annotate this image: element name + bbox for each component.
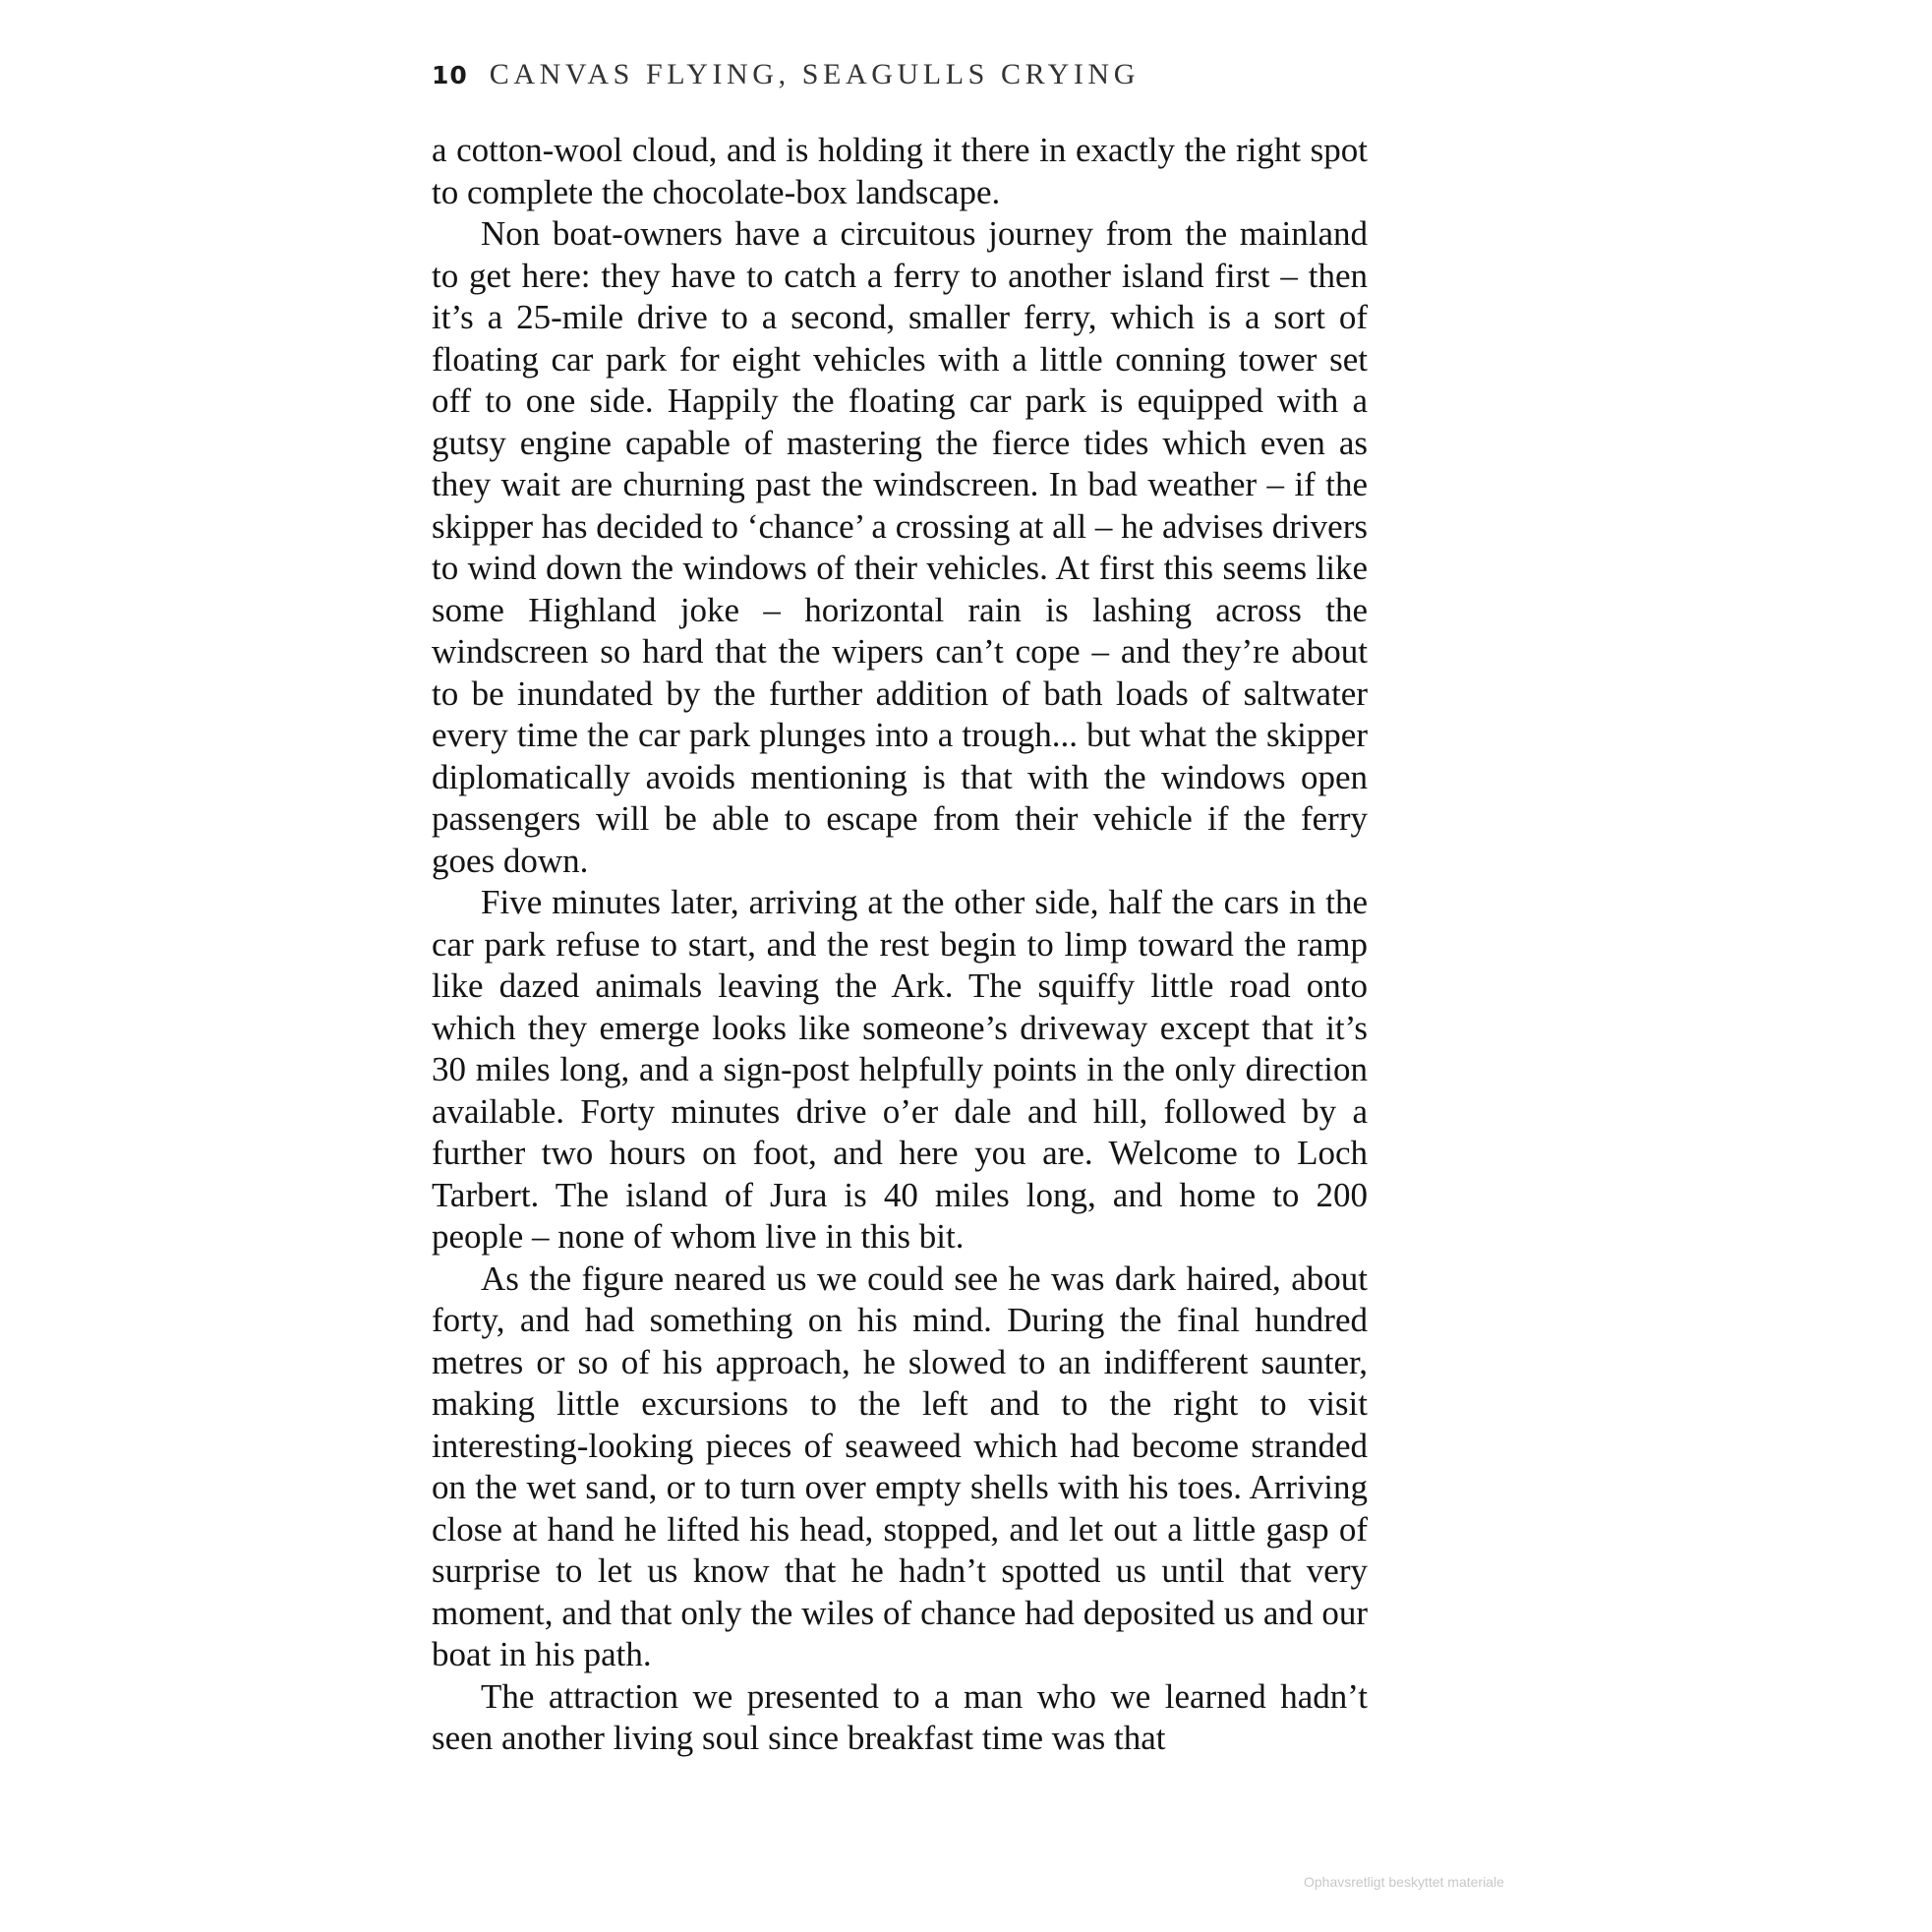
copyright-watermark: Ophavsretligt beskyttet materiale [1304,1874,1504,1890]
paragraph-arrival: Five minutes later, arriving at the other side, half the cars in the car park refuse to start, and the rest begin to limp toward the ramp like dazed animals leaving the Ark. The squiffy little road onto which they emerge looks like someone’s driveway except that it’s 30 miles long, and a sign-post helpfully points in the only direction available. Forty minutes drive o’er dale and hill, followed by a further two hours on foot, and here you are. Welcome to Loch Tarbert. The island of Jura is 40 miles long, and home to 200 people – none of whom live in this bit. [432,883,1368,1256]
page-number: 10 [432,61,468,89]
paragraph-attraction: The attraction we presented to a man who we learned hadn’t seen another living soul since breakfast time was that [432,1676,1368,1757]
body-text [432,130,1368,1760]
paragraph-ferry-journey: Non boat-owners have a circuitous journey from the mainland to get here: they have to catch a ferry to another island first – then it’s a 25-mile drive to a second, smaller ferry, which is a sort of floating car park for eight vehicles with a little conning tower set off to one side. Happily the floating car park is equipped with a gutsy engine capable of mastering the fierce tides which even as they wait are churning past the windscreen. In bad weather – if the skipper has decided to ‘chance’ a crossing at all – he advises drivers to wind down the windows of their vehicles. At first this seems like some Highland joke – horizontal rain is lashing across the windscreen so hard that the wipers can’t cope – and they’re about to be inundated by the further addition of bath loads of saltwater every time the car park plunges into a trough... but what the skipper diplomatically avoids mentioning is that with the windows open passengers will be able to escape from their vehicle if the ferry goes down. [432,214,1368,880]
book-title: CANVAS FLYING, SEAGULLS CRYING [489,58,1140,90]
paragraph-figure-approach: As the figure neared us we could see he was dark haired, about forty, and had something on his mind. During the final hundred metres or so of his approach, he slowed to an indifferent saunter, making little excursions to the left and to the right to visit interesting-looking pieces of seaweed which had become stranded on the wet sand, or to turn over empty shells with his toes. Arriving close at hand he lifted his head, stopped, and let out a little gasp of surprise to let us know that he hadn’t spotted us until that very moment, and that only the wiles of chance had deposited us and our boat in his path. [432,1259,1368,1673]
paragraph-continued: a cotton-wool cloud, and is holding it there in exactly the right spot to complete the chocolate-box landscape. [432,131,1368,211]
running-head [432,55,1140,94]
